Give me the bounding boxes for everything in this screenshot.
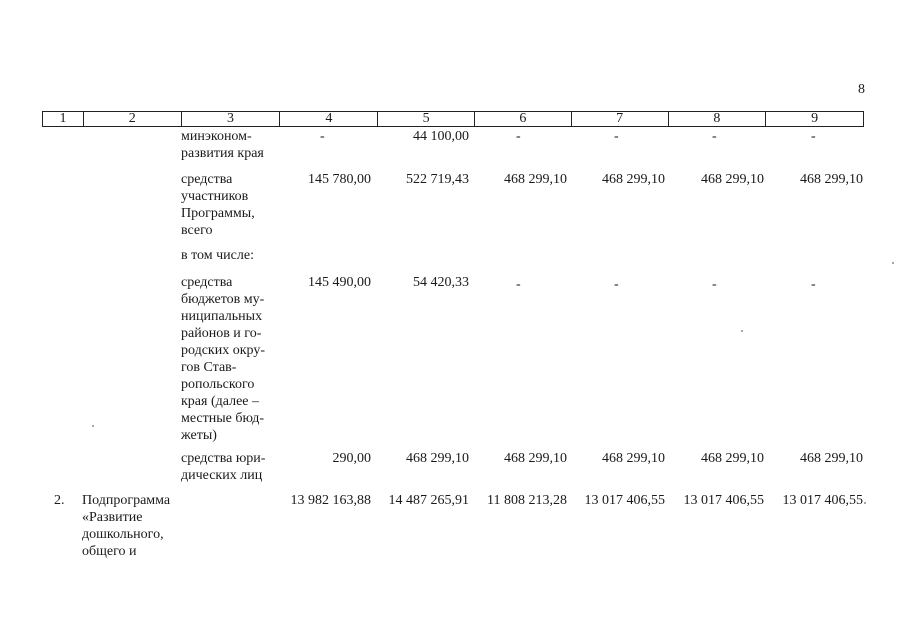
cell-participants-5: 522 719,43: [406, 172, 469, 187]
col-header-4: 4: [279, 112, 377, 126]
label-line-text: гов Став-: [181, 360, 237, 375]
cell-participants-8: 468 299,10: [701, 172, 764, 187]
label-line: [181, 359, 276, 376]
label-line: средства юри-: [181, 451, 266, 466]
col-header-7: 7: [571, 112, 668, 126]
label-line: дошкольного,: [82, 527, 164, 542]
cell-participants-4: 145 780,00: [308, 172, 371, 187]
label-line: всего: [181, 223, 213, 238]
label-line: жеты): [181, 428, 217, 443]
cell-legal-6: 468 299,10: [504, 451, 567, 466]
col-header-8: 8: [668, 112, 766, 126]
row-minekonom-label: [181, 128, 264, 162]
cell-municipal-5: 54 420,33: [413, 275, 469, 290]
cell-minekonom-6: -: [516, 129, 521, 144]
col-header-1: 1: [59, 111, 67, 126]
row-including-label: в том числе:: [181, 248, 254, 263]
col-header-2: 2: [83, 112, 181, 126]
cell-municipal-9: -: [811, 277, 816, 292]
col-header-3: 3: [181, 112, 280, 126]
cell-municipal-6: -: [516, 277, 521, 292]
cell-municipal-7: -: [614, 277, 619, 292]
cell-minekonom-5: 44 100,00: [413, 129, 469, 144]
cell-subprogram-9: 13 017 406,55: [782, 493, 863, 508]
cell-subprogram-7: 13 017 406,55: [584, 493, 665, 508]
cell-minekonom-9: -: [811, 129, 816, 144]
label-line: бюджетов му-: [181, 292, 265, 307]
row-subprogram-number: 2.: [54, 493, 65, 508]
page-number: 8: [858, 82, 865, 97]
cell-municipal-4: 145 490,00: [308, 275, 371, 290]
label-line: «Развитие: [82, 510, 143, 525]
cell-legal-9: 468 299,10: [800, 451, 863, 466]
cell-subprogram-8: 13 017 406,55: [683, 493, 764, 508]
label-line: ниципальных: [181, 309, 263, 324]
cell-municipal-8: -: [712, 277, 717, 292]
col-header-6: 6: [474, 112, 571, 126]
label-line: участников: [181, 189, 249, 204]
scan-speck: [92, 425, 94, 427]
cell-participants-7: 468 299,10: [602, 172, 665, 187]
row-legal-label: [181, 450, 276, 484]
cell-legal-4: 290,00: [332, 451, 371, 466]
scan-speck: [741, 330, 743, 332]
label-line: развития края: [181, 146, 264, 161]
label-line: ропольского: [181, 377, 255, 392]
cell-minekonom-4: -: [320, 129, 325, 144]
cell-legal-7: 468 299,10: [602, 451, 665, 466]
label-line: средства: [181, 172, 233, 187]
label-line: средства: [181, 275, 233, 290]
label-line: края (далее –: [181, 394, 259, 409]
label-line: Программы,: [181, 206, 255, 221]
cell-participants-6: 468 299,10: [504, 172, 567, 187]
row-subprogram-label: [82, 492, 170, 560]
column-number-header: [42, 111, 864, 127]
label-line: местные бюд-: [181, 411, 265, 426]
cell-subprogram-6: 11 808 213,28: [487, 493, 567, 508]
scan-speck: [892, 262, 894, 264]
cell-participants-9: 468 299,10: [800, 172, 863, 187]
cell-legal-8: 468 299,10: [701, 451, 764, 466]
row-participants-label: [181, 171, 255, 239]
label-line: минэконом-: [181, 129, 252, 144]
cell-legal-5: 468 299,10: [406, 451, 469, 466]
cell-subprogram-4: 13 982 163,88: [290, 493, 371, 508]
cell-subprogram-5: 14 487 265,91: [388, 493, 469, 508]
scan-speck: [864, 502, 866, 504]
label-line: дических лиц: [181, 468, 263, 483]
label-line: общего и: [82, 544, 137, 559]
cell-minekonom-8: -: [712, 129, 717, 144]
cell-minekonom-7: -: [614, 129, 619, 144]
row-municipal-label: [181, 274, 276, 444]
label-line: районов и го-: [181, 326, 262, 341]
label-line: родских окру-: [181, 343, 266, 358]
col-header-5: 5: [377, 112, 474, 126]
label-line: Подпрограмма: [82, 493, 171, 508]
col-header-9: 9: [765, 112, 863, 126]
